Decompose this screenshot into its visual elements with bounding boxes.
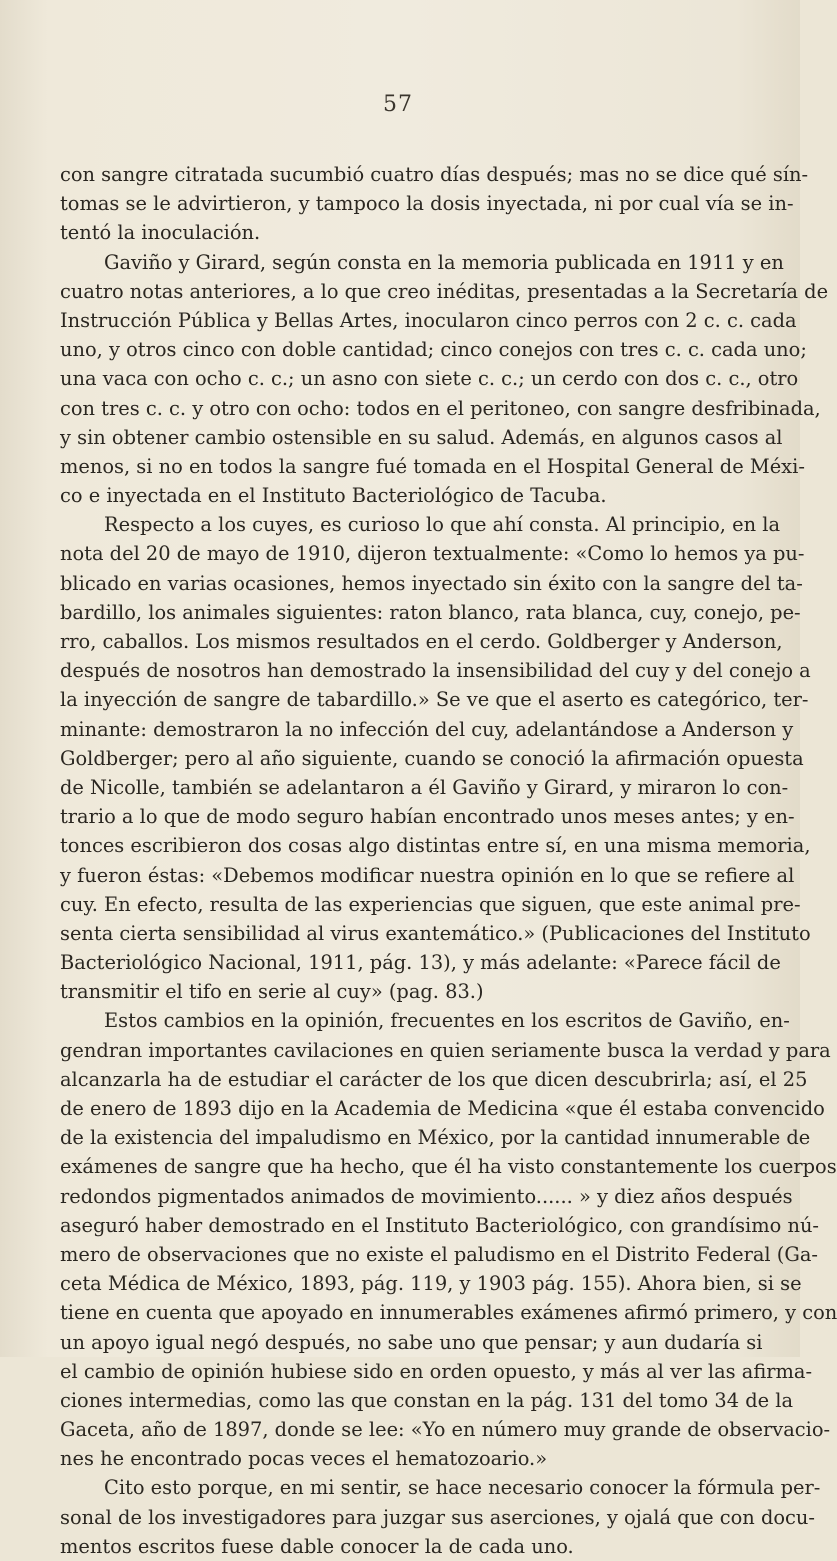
text-line: tonces escribieron dos cosas algo distintas entre sí, en una misma memoria,	[60, 834, 811, 858]
text-line: alcanzarla ha de estudiar el carácter de los que dicen descubrirla; así, el 25	[60, 1067, 808, 1091]
text-line: el cambio de opinión hubiese sido en orden opuesto, y más al ver las afirma-	[60, 1359, 813, 1383]
text-line: Gaceta, año de 1897, donde se lee: «Yo en número muy grande de observacio-	[60, 1418, 831, 1442]
text-line: senta cierta sensibilidad al virus exantemático.» (Publicaciones del Instituto	[60, 921, 811, 945]
text-line: y fueron éstas: «Debemos modificar nuestra opinión en lo que se refiere al	[60, 863, 795, 887]
text-line: redondos pigmentados animados de movimiento...... » y diez años después	[60, 1184, 793, 1208]
text-line: un apoyo igual negó después, no sabe uno que pensar; y aun dudaría si	[60, 1330, 763, 1354]
body-text	[60, 160, 837, 1561]
text-line: blicado en varias ocasiones, hemos inyectado sin éxito con la sangre del ta-	[60, 571, 803, 595]
text-line: nota del 20 de mayo de 1910, dijeron textualmente: «Como lo hemos ya pu-	[60, 542, 805, 566]
text-line: con sangre citratada sucumbió cuatro días después; mas no se dice qué sín-	[60, 163, 809, 186]
text-line: aseguró haber demostrado en el Instituto Bacteriológico, con grandísimo nú-	[60, 1213, 819, 1237]
text-line: de Nicolle, también se adelantaron a él Gaviño y Girard, y miraron lo con-	[60, 775, 789, 799]
text-line: Bacteriológico Nacional, 1911, pág. 13), y más adelante: «Parece fácil de	[60, 951, 781, 975]
text-line: Cito esto porque, en mi sentir, se hace necesario conocer la fórmula per-	[104, 1476, 821, 1500]
text-line: mero de observaciones que no existe el paludismo en el Distrito Federal (Ga-	[60, 1242, 818, 1266]
text-line: menos, si no en todos la sangre fué tomada en el Hospital General de Méxi-	[60, 454, 805, 478]
text-line: la inyección de sangre de tabardillo.» Se ve que el aserto es categórico, ter-	[60, 688, 809, 712]
text-line: cuy. En efecto, resulta de las experiencias que siguen, que este animal pre-	[60, 892, 801, 916]
text-line: ciones intermedias, como las que constan en la pág. 131 del tomo 34 de la	[60, 1388, 794, 1412]
text-line: tentó la inoculación.	[60, 221, 261, 245]
text-line: mentos escritos fuese dable conocer la de cada uno.	[60, 1534, 574, 1558]
text-line: rro, caballos. Los mismos resultados en el cerdo. Goldberger y Anderson,	[60, 630, 783, 653]
text-line: después de nosotros han demostrado la insensibilidad del cuy y del conejo a	[60, 659, 811, 683]
text-line: tomas se le advirtieron, y tampoco la dosis inyectada, ni por cual vía se in-	[60, 192, 794, 216]
text-line: tiene en cuenta que apoyado en innumerables exámenes afirmó primero, y con	[60, 1301, 837, 1325]
text-line: de enero de 1893 dijo en la Academia de Medicina «que él estaba convencido	[60, 1097, 825, 1120]
text-line: co e inyectada en el Instituto Bacteriológico de Tacuba.	[60, 484, 607, 508]
text-line: bardillo, los animales siguientes: raton blanco, rata blanca, cuy, conejo, pe-	[60, 600, 801, 624]
text-line: Instrucción Pública y Bellas Artes, inocularon cinco perros con 2 c. c. cada	[60, 308, 797, 332]
text-line: Estos cambios en la opinión, frecuentes en los escritos de Gaviño, en-	[104, 1009, 790, 1033]
text-line: cuatro notas anteriores, a lo que creo inéditas, presentadas a la Secretaría de	[60, 279, 829, 303]
text-line: minante: demostraron la no infección del cuy, adelantándose a Anderson y	[60, 717, 794, 741]
text-line: exámenes de sangre que ha hecho, que él ha visto constantemente los cuerpos	[60, 1155, 837, 1179]
text-line: gendran importantes cavilaciones en quien seriamente busca la verdad y para	[60, 1038, 831, 1062]
page-number: 57	[383, 92, 413, 117]
text-line: Gaviño y Girard, según consta en la memoria publicada en 1911 y en	[104, 250, 784, 274]
text-line: ceta Médica de México, 1893, pág. 119, y 1903 pág. 155). Ahora bien, si se	[60, 1272, 802, 1296]
text-line: trario a lo que de modo seguro habían encontrado unos meses antes; y en-	[60, 805, 795, 829]
text-line: transmitir el tifo en serie al cuy» (pag. 83.)	[60, 980, 484, 1004]
text-line: nes he encontrado pocas veces el hematozoario.»	[60, 1447, 548, 1471]
text-line: Respecto a los cuyes, es curioso lo que ahí consta. Al principio, en la	[104, 513, 781, 537]
text-line: Goldberger; pero al año siguiente, cuando se conoció la afirmación opuesta	[60, 746, 804, 770]
text-line: una vaca con ocho c. c.; un asno con siete c. c.; un cerdo con dos c. c., otro	[60, 367, 799, 391]
text-line: sonal de los investigadores para juzgar sus aserciones, y ojalá que con docu-	[60, 1505, 815, 1529]
text-line: uno, y otros cinco con doble cantidad; cinco conejos con tres c. c. cada uno;	[60, 338, 807, 362]
text-line: con tres c. c. y otro con ocho: todos en el peritoneo, con sangre desfribinada,	[60, 396, 821, 420]
text-line: y sin obtener cambio ostensible en su salud. Además, en algunos casos al	[60, 425, 783, 449]
text-line: de la existencia del impaludismo en México, por la cantidad innumerable de	[60, 1126, 811, 1150]
